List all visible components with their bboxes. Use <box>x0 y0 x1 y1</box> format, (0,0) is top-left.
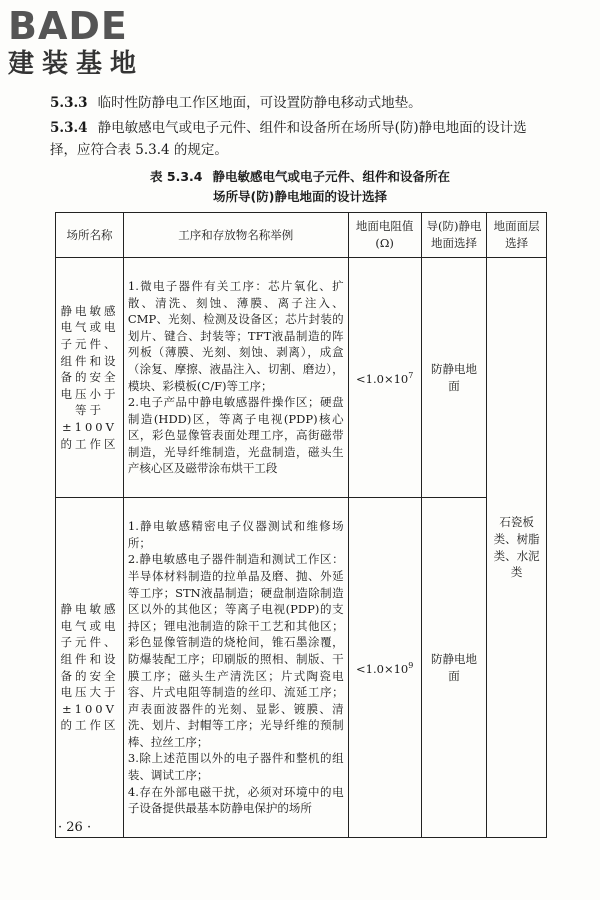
cell-material: 石瓷板类、树脂类、水泥类 <box>487 258 547 838</box>
cell-process <box>123 498 348 838</box>
header-name: 场所名称 <box>56 213 124 258</box>
table-title-line-2: 场所导(防)静电地面的设计选择 <box>213 189 387 204</box>
cell-selection: 防静电地面 <box>421 258 487 498</box>
header-material: 地面面层选择 <box>487 213 547 258</box>
process-item: 1.静电敏感精密电子仪器测试和维修场所； <box>127 519 344 550</box>
cell-name: 静电敏感电气或电子元件、组件和设备的安全电压大于±100V的工作区 <box>56 498 124 838</box>
resistance-exponent: 9 <box>408 660 414 670</box>
process-item: 4.存在外部电磁干扰，必须对环境中的电子设备提供最基本防静电保护的场所 <box>127 784 344 816</box>
logo-text: BADE <box>8 4 128 48</box>
clause-text: 临时性防静电工作区地面，可设置防静电移动式地垫。 <box>97 95 422 111</box>
table-title-line-1: 静电敏感电气或电子元件、组件和设备所在 <box>212 169 450 184</box>
cell-resistance <box>348 498 421 838</box>
table-caption <box>60 167 540 207</box>
clause-text: 静电敏感电气或电子元件、组件和设备所在场所导(防)静电地面的设计选择，应符合表 5.3.4 的规定。 <box>50 120 527 158</box>
cell-name: 静电敏感电气或电子元件、组件和设备的安全电压小于等于±100V的工作区 <box>56 258 124 498</box>
cell-selection: 防静电地面 <box>421 498 487 838</box>
paragraph-5-3-3 <box>50 92 550 114</box>
header-resistance: 地面电阻值(Ω) <box>348 213 421 258</box>
cell-resistance <box>348 258 421 498</box>
process-item: 1.微电子器件有关工序：芯片氧化、扩散、清洗、刻蚀、薄膜、离子注入、CMP、光刻、检测及设备区；芯片封装的划片、键合、封装等；TFT液晶制造的阵列板（薄膜、光刻、刻蚀、剥离），成盒（涂复、摩擦、液晶注入、切割、磨边），模块、彩模板(C/F)等工序； <box>127 278 344 393</box>
resistance-base: <1.0×10 <box>356 371 409 386</box>
clause-number: 5.3.4 <box>50 120 88 136</box>
resistance-base: <1.0×10 <box>356 661 409 676</box>
logo-subtitle: 建装基地 <box>8 49 145 79</box>
table-row <box>56 498 547 838</box>
table-number: 表 5.3.4 <box>150 169 203 184</box>
clause-number: 5.3.3 <box>50 95 88 111</box>
table-header-row <box>56 213 547 258</box>
header-process: 工序和存放物名称举例 <box>123 213 348 258</box>
page-number: · 26 · <box>58 820 92 835</box>
process-item: 3.除上述范围以外的电子器件和整机的组装、调试工序； <box>127 751 344 783</box>
table-row <box>56 258 547 498</box>
process-item: 2.电子产品中静电敏感器件操作区；硬盘制造(HDD)区，等离子电视(PDP)核心区，彩色显像管表面处理工序，高街磁带制造，光导纤维制造，光盘制造，磁头生产核心区及磁带涂布烘干工段 <box>127 395 344 476</box>
floor-selection-table <box>55 212 547 838</box>
process-item: 2.静电敏感电子器件制造和测试工作区：半导体材料制造的拉单晶及磨、抛、外延等工序；STN液晶制造；硬盘制造除制造区以外的其他区；等离子电视(PDP)的支持区；锂电池制造的除干工艺和其他区；彩色显像管制造的烧枪间，锥石墨涂覆，防爆装配工序；印刷版的照相、制版、干膜工序；磁头生产清洗区；片式陶瓷电容、片式电阻等制造的丝印、流延工序；声表面波器件的光刻、显影、镀膜、清洗、划片、封帽等工序；光导纤维的预制棒、拉丝工序； <box>127 552 344 749</box>
header-selection: 导(防)静电地面选择 <box>421 213 487 258</box>
resistance-exponent: 7 <box>408 370 414 380</box>
paragraph-5-3-4 <box>50 117 550 161</box>
logo <box>8 4 144 80</box>
cell-process <box>123 258 348 498</box>
